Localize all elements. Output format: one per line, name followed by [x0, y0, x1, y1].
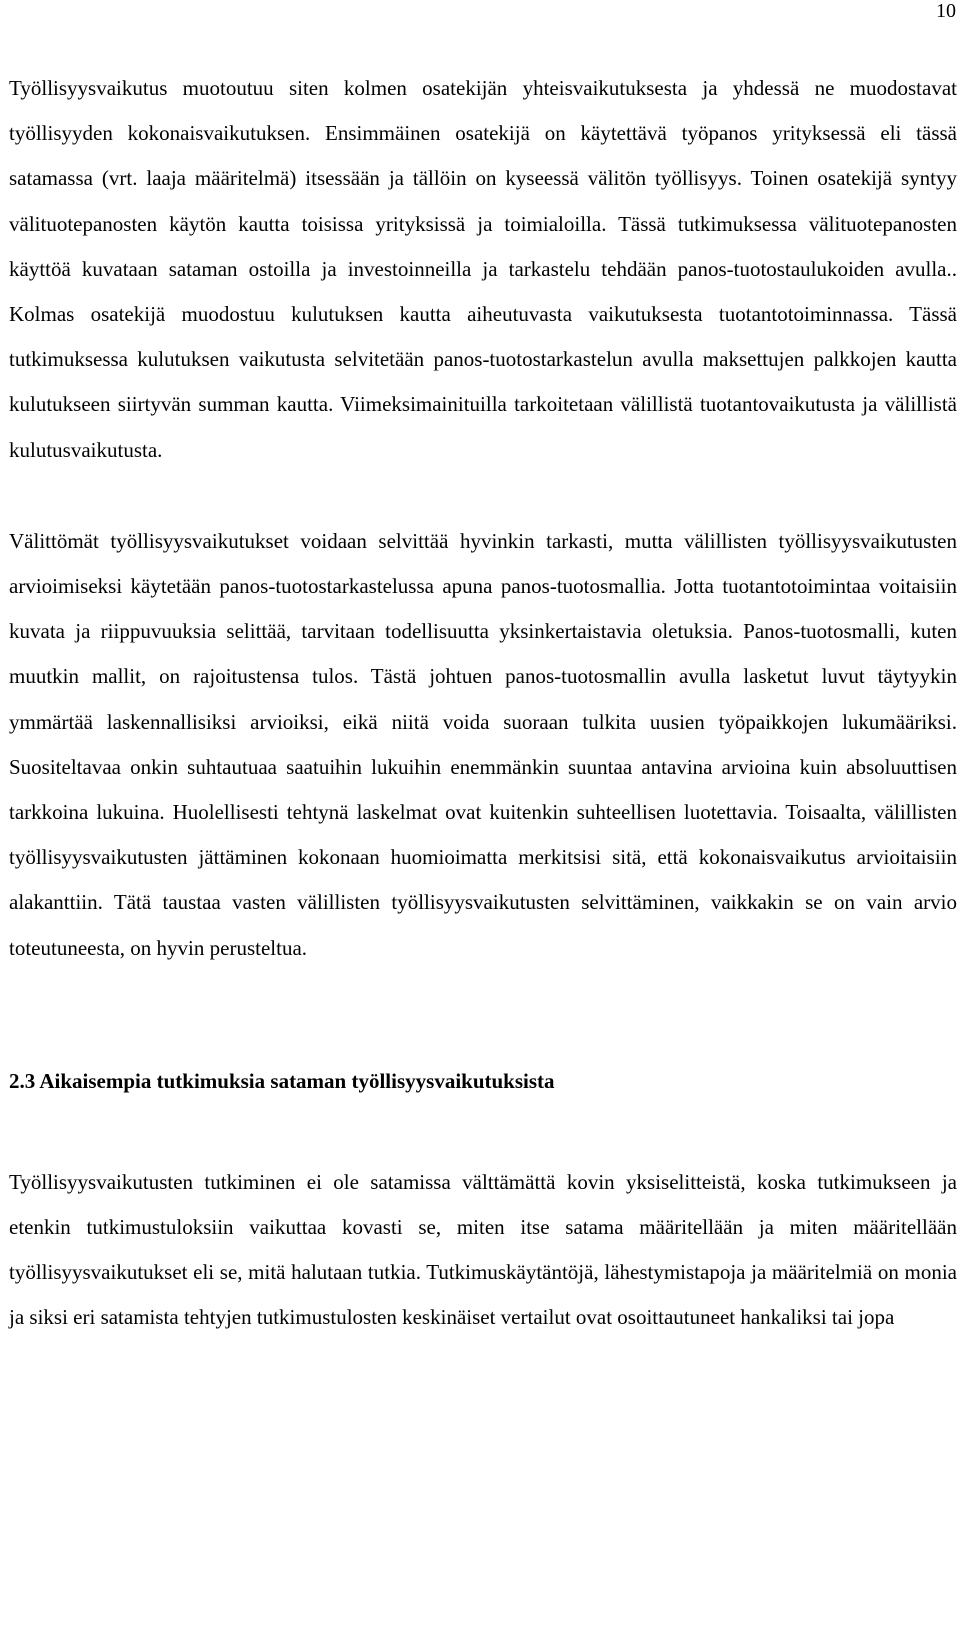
- paragraph-gap: [9, 971, 957, 1059]
- paragraph-gap: [9, 473, 957, 519]
- body-paragraph: Välittömät työllisyysvaikutukset voidaan selvittää hyvinkin tarkasti, mutta välillisten työllisyysvaikutusten arvioimiseksi käytetään panos-tuotostarkastelussa apuna panos-tuotosmallia. Jotta tuotantotoimintaa voitaisiin kuvata ja riippuvuuksia selittää, tarvitaan todellisuutta yksinkertaistavia oletuksia. Panos-tuotosmalli, kuten muutkin mallit, on rajoitustensa tulos. Tästä johtuen panos-tuotosmallin avulla lasketut luvut täytyykin ymmärtää laskennallisiksi arvioiksi, eikä niitä voida suoraan tulkita uusien työpaikkojen lukumääriksi. Suositeltavaa onkin suhtautuaa saatuihin lukuihin enemmänkin suuntaa antavina arvioina kuin absoluuttisen tarkkoina lukuina. Huolellisesti tehtynä laskelmat ovat kuitenkin suhteellisen luotettavia. Toisaalta, välillisten työllisyysvaikutusten jättäminen kokonaan huomioimatta merkitsisi sitä, että kokonaisvaikutus arvioitaisiin alakanttiin. Tätä taustaa vasten välillisten työllisyysvaikutusten selvittäminen, vaikkakin se on vain arvio toteutuneesta, on hyvin perusteltua.: [9, 528, 957, 960]
- page-number: 10: [936, 0, 956, 22]
- body-paragraph: Työllisyysvaikutus muotoutuu siten kolmen osatekijän yhteisvaikutuksesta ja yhdessä ne muodostavat työllisyyden kokonaisvaikutuksen. Ensimmäinen osatekijä on käytettävä työpanos yrityksessä eli tässä satamassa (vrt. laaja määritelmä) itsessään ja tällöin on kyseessä välitön työllisyys. Toinen osatekijä syntyy välituotepanosten käytön kautta toisissa yrityksissä ja toimialoilla. Tässä tutkimuksessa välituotepanosten käyttöä kuvataan sataman ostoilla ja investoinneilla ja tarkastelu tehdään panos-tuotostaulukoiden avulla.. Kolmas osatekijä muodostuu kulutuksen kautta aiheutuvasta vaikutuksesta tuotantotoiminnassa. Tässä tutkimuksessa kulutuksen vaikutusta selvitetään panos-tuotostarkastelun avulla maksettujen palkkojen kautta kulutukseen siirtyvän summan kautta. Viimeksimainituilla tarkoitetaan välillistä tuotantovaikutusta ja välillistä kulutusvaikutusta.: [9, 76, 957, 462]
- body-paragraph: Työllisyysvaikutusten tutkiminen ei ole satamissa välttämättä kovin yksiselitteistä, koska tutkimukseen ja etenkin tutkimustuloksiin vaikuttaa kovasti se, miten itse satama määritellään ja miten määritellään työllisyysvaikutukset eli se, mitä halutaan tutkia. Tutkimuskäytäntöjä, lähestymistapoja ja määritelmiä on monia ja siksi eri satamista tehtyjen tutkimustulosten keskinäiset vertailut ovat osoittautuneet hankaliksi tai jopa: [9, 1169, 957, 1330]
- document-body: [9, 66, 957, 1341]
- heading-gap: [9, 1104, 957, 1160]
- section-heading: 2.3 Aikaisempia tutkimuksia sataman työllisyysvaikutuksista: [9, 1068, 555, 1093]
